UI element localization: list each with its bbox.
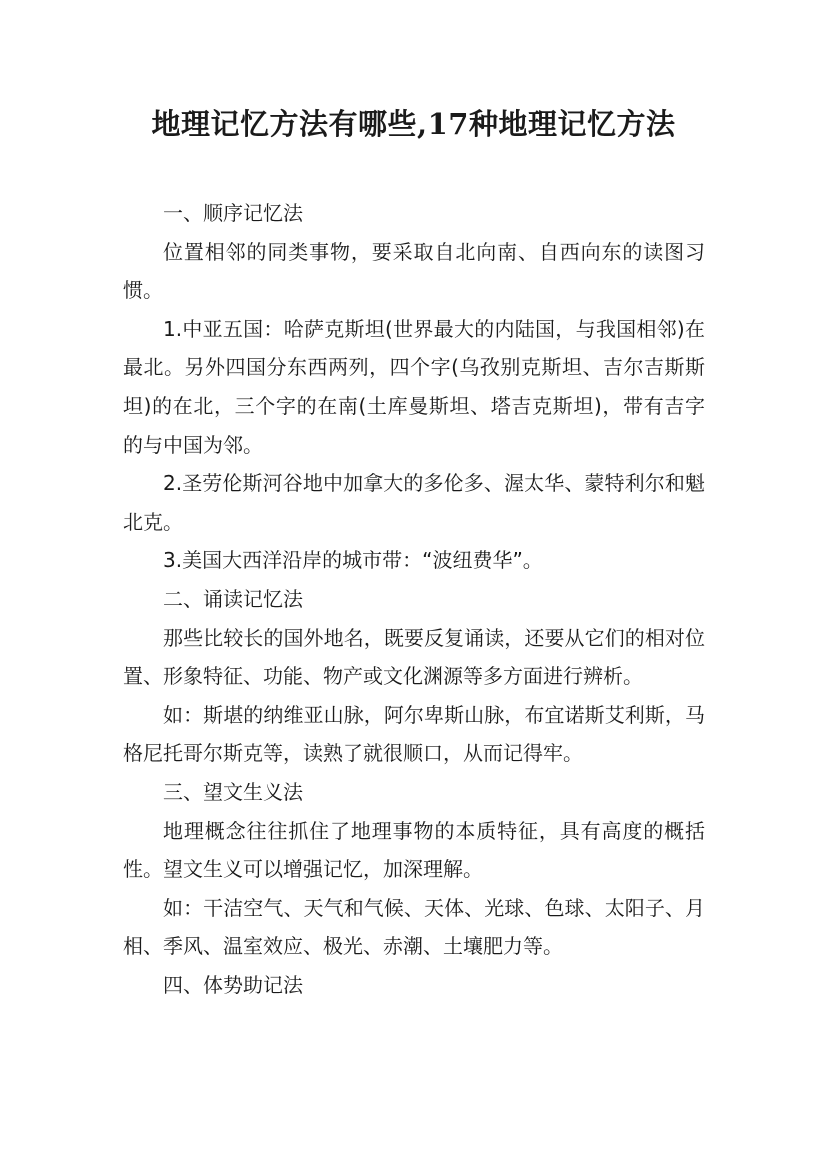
paragraph: 地理概念往往抓住了地理事物的本质特征，具有高度的概括性。望文生义可以增强记忆，加深理解。 — [123, 818, 705, 882]
list-item: 3.美国大西洋沿岸的城市带：“波纽费华”。 — [163, 548, 543, 573]
paragraph: 如：斯堪的纳维亚山脉，阿尔卑斯山脉，布宜诺斯艾利斯，马格尼托哥尔斯克等，读熟了就很顺口，从而记得牢。 — [123, 702, 705, 766]
paragraph: 那些比较长的国外地名，既要反复诵读，还要从它们的相对位置、形象特征、功能、物产或文化渊源等多方面进行辨析。 — [123, 625, 705, 689]
section-heading-1: 一、顺序记忆法 — [163, 201, 303, 225]
section-heading-3: 三、望文生义法 — [163, 779, 303, 804]
section-heading-4: 四、体势助记法 — [163, 972, 303, 997]
list-item: 2.圣劳伦斯河谷地中加拿大的多伦多、渥太华、蒙特利尔和魁北克。 — [123, 471, 705, 534]
section-heading-2: 二、诵读记忆法 — [163, 586, 303, 611]
paragraph: 如：干洁空气、天气和气候、天体、光球、色球、太阳子、月相、季风、温室效应、极光、赤潮、土壤肥力等。 — [123, 895, 705, 959]
page-title: 地理记忆方法有哪些,17种地理记忆方法 — [151, 107, 676, 141]
document-body — [123, 194, 705, 1004]
paragraph: 位置相邻的同类事物，要采取自北向南、自西向东的读图习惯。 — [123, 239, 705, 303]
list-item: 1.中亚五国：哈萨克斯坦(世界最大的内陆国，与我国相邻)在最北。另外四国分东西两列，四个字(乌孜别克斯坦、吉尔吉斯斯坦)的在北，三个字的在南(土库曼斯坦、塔吉克斯坦)，带有吉字的与中国为邻。 — [123, 316, 705, 457]
